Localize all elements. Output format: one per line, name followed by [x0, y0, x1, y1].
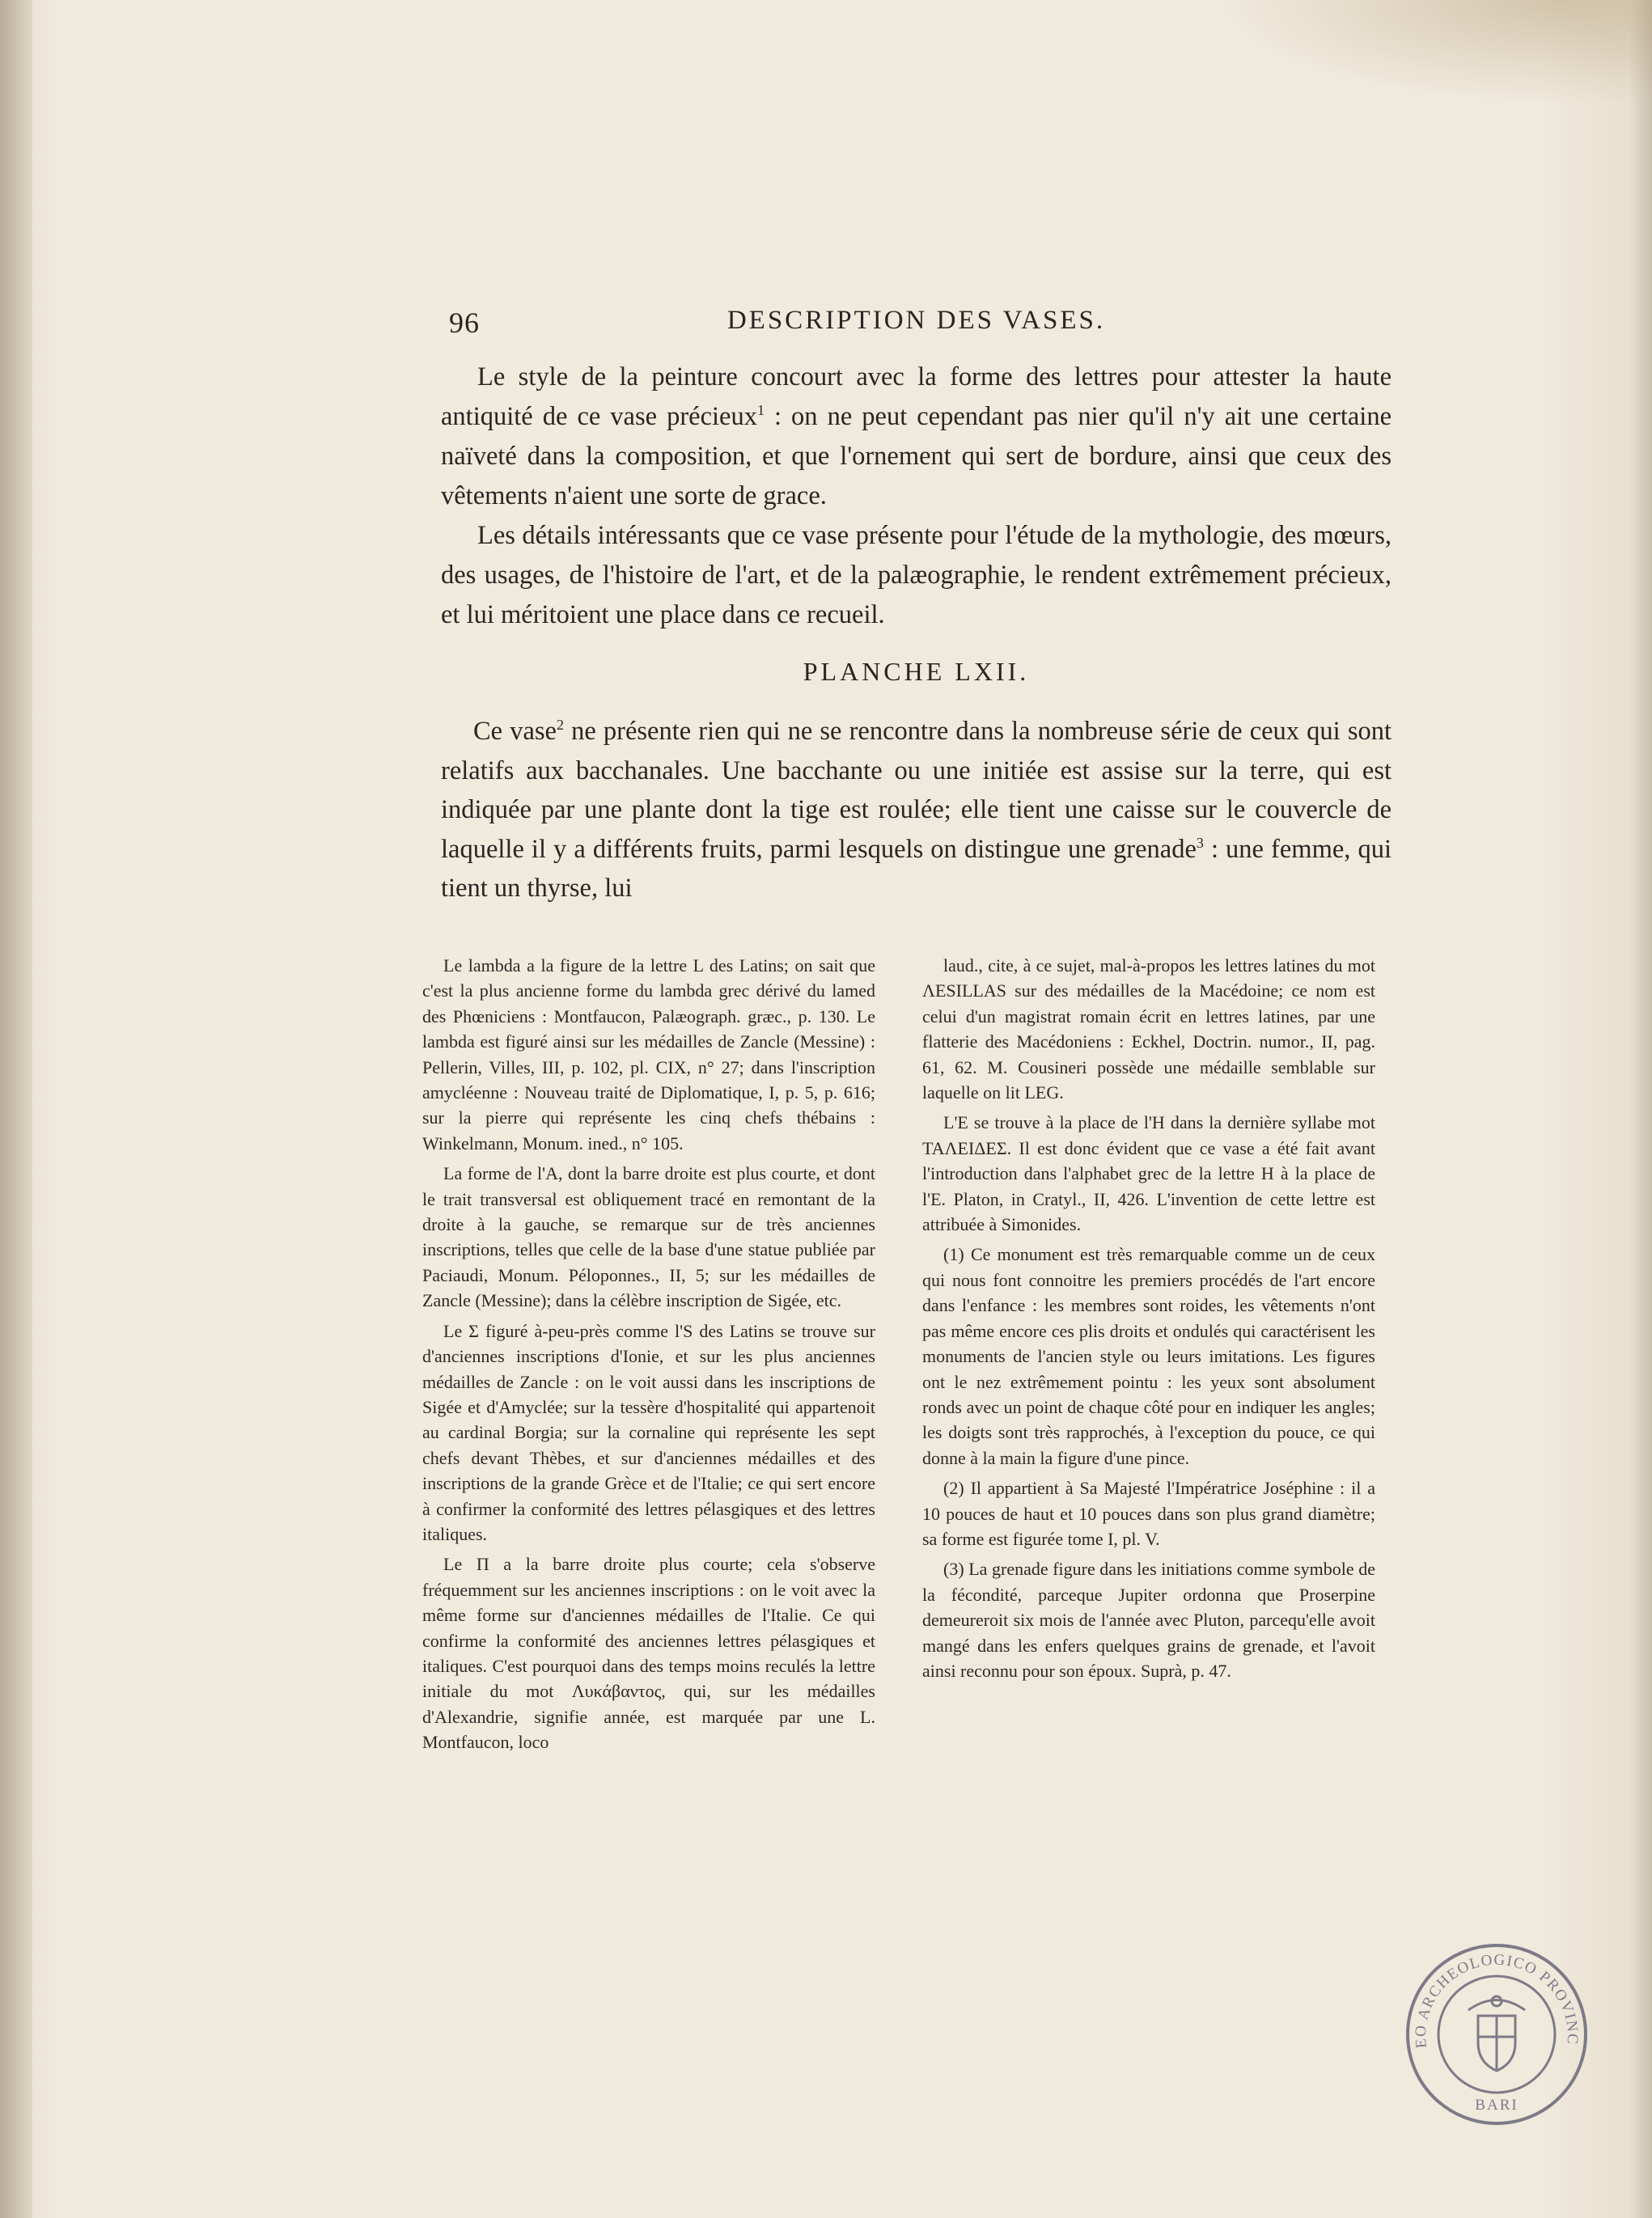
intro-paragraph-2: Les détails intéressants que ce vase présente pour l'étude de la mythologie, des mœurs, des usages, de l'histoire de l'art, et de la palæographie, le rendent extrêmement précieux, et lui méritoient une place dans ce recueil. — [441, 521, 1391, 629]
footnote-paragraph: (2) Il appartient à Sa Majesté l'Impératrice Joséphine : il a 10 pouces de haut et 10 pouces dans son plus grand diamètre; sa forme est figurée tome I, pl. V. — [922, 1478, 1375, 1549]
plate-heading: PLANCHE LXII. — [803, 657, 1030, 686]
footnote-paragraph: (3) La grenade figure dans les initiations comme symbole de la fécondité, parceque Jupiter ordonna que Proserpine demeureroit six mois de l'année avec Pluton, parcequ'elle avoit mangé dans les enfers quelques grains de grenade, et l'avoit ainsi reconnu pour son époux. Suprà, p. 47. — [922, 1559, 1375, 1681]
plate-text-part: ne présente rien qui ne se rencontre dans la nombreuse série de ceux qui sont relatifs aux bacchanales. Une bacchante ou une initiée est assise sur la terre, qui est indiquée par une plante dont la tige est roulée; elle tient une caisse sur le couvercle de laquelle il y a différents fruits, parmi lesquels on distingue une grenade — [441, 717, 1391, 864]
stamp-seal — [1404, 1941, 1590, 2127]
page-header — [441, 306, 1391, 346]
museum-stamp — [1404, 1941, 1590, 2127]
footnote-ref-1: 1 — [756, 402, 765, 419]
footnotes-right-column — [922, 953, 1375, 1688]
footnote-paragraph: Le Σ figuré à-peu-près comme l'S des Latins se trouve sur d'anciennes inscriptions d'Ionie, et sur les plus anciennes médailles de Zancle : on le voit aussi dans les inscriptions de Sigée et d'Amyclée; sur la tessère d'hospitalité qui appartenoit au cardinal Borgia; sur la cornaline qui représente les sept chefs devant Thèbes, et sur d'anciennes médailles et des inscriptions de la grande Grèce et de l'Italie; ce qui sert encore à confirmer la conformité des lettres pélasgiques et des lettres italiques. — [422, 1320, 875, 1544]
footnote-ref-2: 2 — [556, 717, 564, 734]
stamp-ring-text: EO ARCHEOLOGICO PROVINC — [1412, 1951, 1582, 2049]
intro-text-part: Le style de la peinture concourt avec la forme des lettres pour attester la haute antiquité de ce vase précieux — [441, 362, 1391, 431]
footnote-paragraph: laud., cite, à ce sujet, mal-à-propos les lettres latines du mot ΛESILLAS sur des médailles de la Macédoine; ce nom est celui d'un magistrat romain écrit en lettres latines, par une flatterie des Macédoniens : Eckhel, Doctrin. numor., II, pag. 61, 62. M. Cousineri possède une médaille semblable sur laquelle on lit LEG. — [922, 955, 1375, 1103]
footnote-paragraph: Le Π a la barre droite plus courte; cela s'observe fréquemment sur les anciennes inscriptions : on le voit avec la même forme sur d'anciennes médailles de l'Italie. Ce qui confirme la conformité des anciennes lettres pélasgiques et italiques. C'est pourquoi dans des temps moins reculés la lettre initiale du mot Λυκάβαντος, qui, sur les médailles d'Alexandrie, signifie année, est marquée par une L. Montfaucon, loco — [422, 1554, 875, 1753]
intro-paragraph-1 — [441, 358, 1391, 516]
footnote-ref-3: 3 — [1196, 834, 1204, 851]
page-right-edge — [1628, 0, 1652, 2218]
intro-text — [441, 358, 1391, 635]
page-left-edge — [0, 0, 32, 2218]
plate-text-part: : une femme, qui tient un thyrse, lui — [441, 834, 1391, 903]
plate-text — [441, 712, 1391, 908]
footnote-paragraph: L'E se trouve à la place de l'H dans la dernière syllabe mot ΤΑΛΕΙΔΕΣ. Il est donc évident que ce vase a été fait avant l'introduction dans l'alphabet grec de la lettre H à la place de l'E. Platon, in Cratyl., II, 426. L'invention de cette lettre est attribuée à Simonides. — [922, 1112, 1375, 1235]
plate-paragraph — [441, 712, 1391, 908]
footnotes-left-column — [422, 953, 875, 1760]
running-title: DESCRIPTION DES VASES. — [726, 306, 1106, 335]
footnote-paragraph: (1) Ce monument est très remarquable comme un de ceux qui nous font connoitre les premiers procédés de l'art encore dans l'enfance : les membres sont roides, les vêtements n'ont pas même encore ces plis droits et ondulés qui caractérisent les monuments de l'ancien style ou leurs imitations. Les figures ont le nez extrêmement pointu : les yeux sont absolument ronds avec un point de chaque côté pour en indiquer les angles; les doigts sont très rapprochés, à l'exception du pouce, ce qui donne à la main la figure d'une pince. — [922, 1244, 1375, 1468]
intro-text-part: : on ne peut cependant pas nier qu'il n'y ait une certaine naïveté dans la composition, et que l'ornement qui sert de bordure, ainsi que ceux des vêtements n'aient une sorte de grace. — [441, 402, 1391, 510]
crest-icon — [1468, 1996, 1525, 2071]
footnote-paragraph: La forme de l'A, dont la barre droite est plus courte, et dont le trait transversal est obliquement tracé en remontant de la droite à la gauche, se remarque sur de très anciennes inscriptions, telles que celle de la base d'une statue publiée par Paciaudi, Monum. Péloponnes., II, 5; sur les médailles de Zancle (Messine); dans la célèbre inscription de Sigée, etc. — [422, 1163, 875, 1311]
stamp-city: BARI — [1475, 2097, 1519, 2114]
footnote-paragraph: Le lambda a la figure de la lettre L des Latins; on sait que c'est la plus ancienne forme du lambda grec dérivé du lamed des Phœniciens : Montfaucon, Palæograph. græc., p. 130. Le lambda est figuré ainsi sur les médailles de Zancle (Messine) : Pellerin, Villes, III, p. 102, pl. CIX, n° 27; dans l'inscription amycléenne : Nouveau traité de Diplomatique, I, p. 5, p. 616; sur la pierre qui représente les cinq chefs thébains : Winkelmann, Monum. ined., n° 105. — [422, 955, 875, 1153]
plate-text-part: Ce vase — [473, 717, 557, 746]
page-number: 96 — [449, 307, 480, 339]
paper-stain — [1214, 0, 1652, 105]
